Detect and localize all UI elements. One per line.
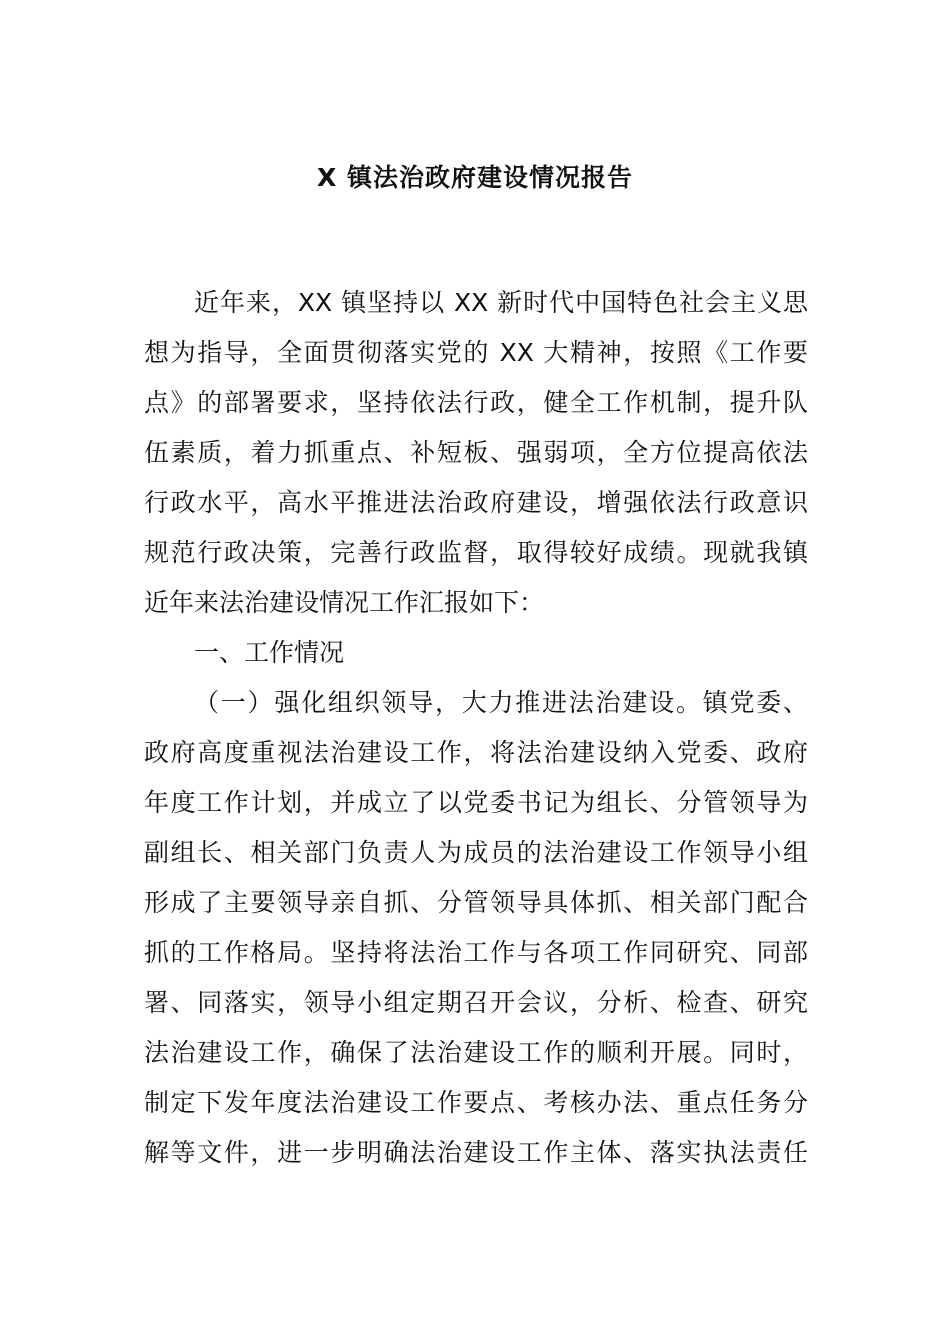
text-line: 政府高度重视法治建设工作，将法治建设纳入党委、政府	[144, 738, 808, 767]
text-line: 近年来法治建设情况工作汇报如下：	[144, 588, 545, 617]
document-body	[144, 278, 808, 1178]
text-line: 副组长、相关部门负责人为成员的法治建设工作领导小组	[144, 838, 808, 867]
text-line: 形成了主要领导亲自抓、分管领导具体抓、相关部门配合	[144, 888, 808, 917]
text-line: 年度工作计划，并成立了以党委书记为组长、分管领导为	[144, 788, 808, 817]
text-line: 想为指导，全面贯彻落实党的 XX 大精神，按照《工作要	[144, 338, 808, 367]
text-line: 解等文件，进一步明确法治建设工作主体、落实执法责任	[144, 1138, 808, 1167]
text-line: 抓的工作格局。坚持将法治工作与各项工作同研究、同部	[144, 938, 808, 967]
text-line: 行政水平，高水平推进法治政府建设，增强依法行政意识	[144, 488, 808, 517]
subsection-heading: （一）强化组织领导，大力推进法治建设。镇党委、	[194, 688, 808, 717]
document-title: X 镇法治政府建设情况报告	[317, 163, 633, 192]
text-line: 近年来，XX 镇坚持以 XX 新时代中国特色社会主义思	[194, 288, 808, 317]
text-line: 规范行政决策，完善行政监督，取得较好成绩。现就我镇	[144, 538, 808, 567]
section-heading: 一、工作情况	[194, 638, 345, 667]
text-line: 制定下发年度法治建设工作要点、考核办法、重点任务分	[144, 1088, 808, 1117]
text-line: 伍素质，着力抓重点、补短板、强弱项，全方位提高依法	[144, 438, 808, 467]
text-line: 法治建设工作，确保了法治建设工作的顺利开展。同时，	[144, 1038, 808, 1067]
text-line: 署、同落实，领导小组定期召开会议，分析、检查、研究	[144, 988, 808, 1017]
text-line: 点》的部署要求，坚持依法行政，健全工作机制，提升队	[144, 388, 808, 417]
